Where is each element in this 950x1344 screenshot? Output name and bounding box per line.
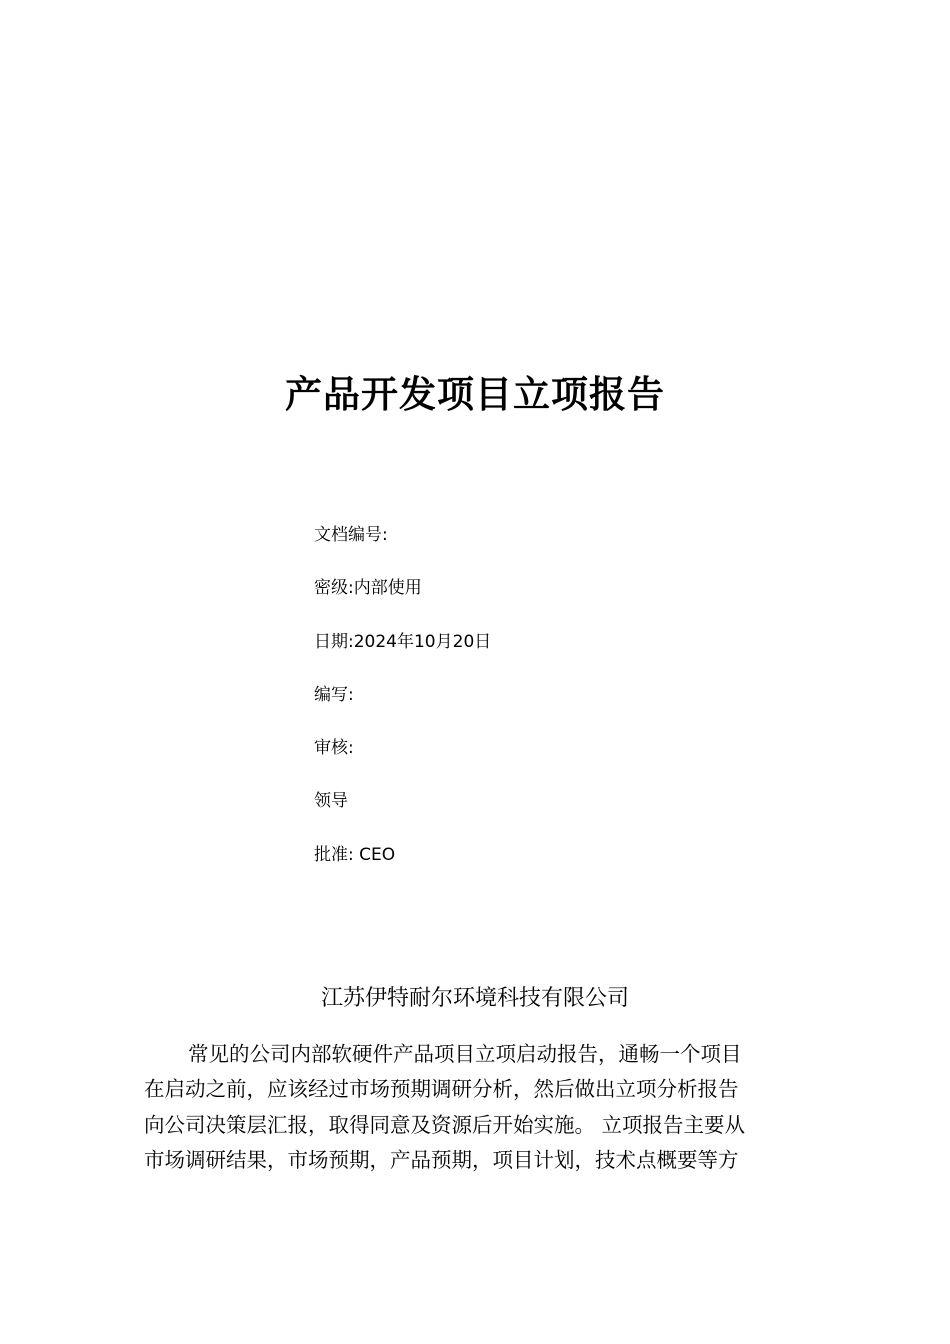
- meta-approver: 批准: CEO: [314, 844, 396, 865]
- body-line: 常见的公司内部软硬件产品项目立项启动报告，通畅一个项目: [188, 1042, 742, 1066]
- meta-reviewer: 审核:: [314, 738, 354, 759]
- body-paragraph: [144, 1037, 810, 1178]
- meta-author: 编写:: [314, 684, 354, 705]
- meta-doc-number: 文档编号:: [314, 525, 388, 545]
- body-line: 在启动之前，应该经过市场预期调研分析，然后做出立项分析报告: [144, 1077, 739, 1102]
- document-meta-block: [314, 520, 814, 893]
- meta-classification: 密级:内部使用: [314, 578, 422, 599]
- body-line: 市场调研结果，市场预期，产品预期，项目计划，技术点概要等方: [144, 1147, 739, 1172]
- meta-date: 日期:2024年10月20日: [314, 631, 492, 652]
- body-line: 向公司决策层汇报，取得同意及资源后开始实施。 立项报告主要从: [144, 1112, 746, 1137]
- document-title: 产品开发项目立项报告: [285, 373, 665, 416]
- company-name: 江苏伊特耐尔环境科技有限公司: [320, 986, 629, 1011]
- meta-leader: 领导: [314, 791, 348, 812]
